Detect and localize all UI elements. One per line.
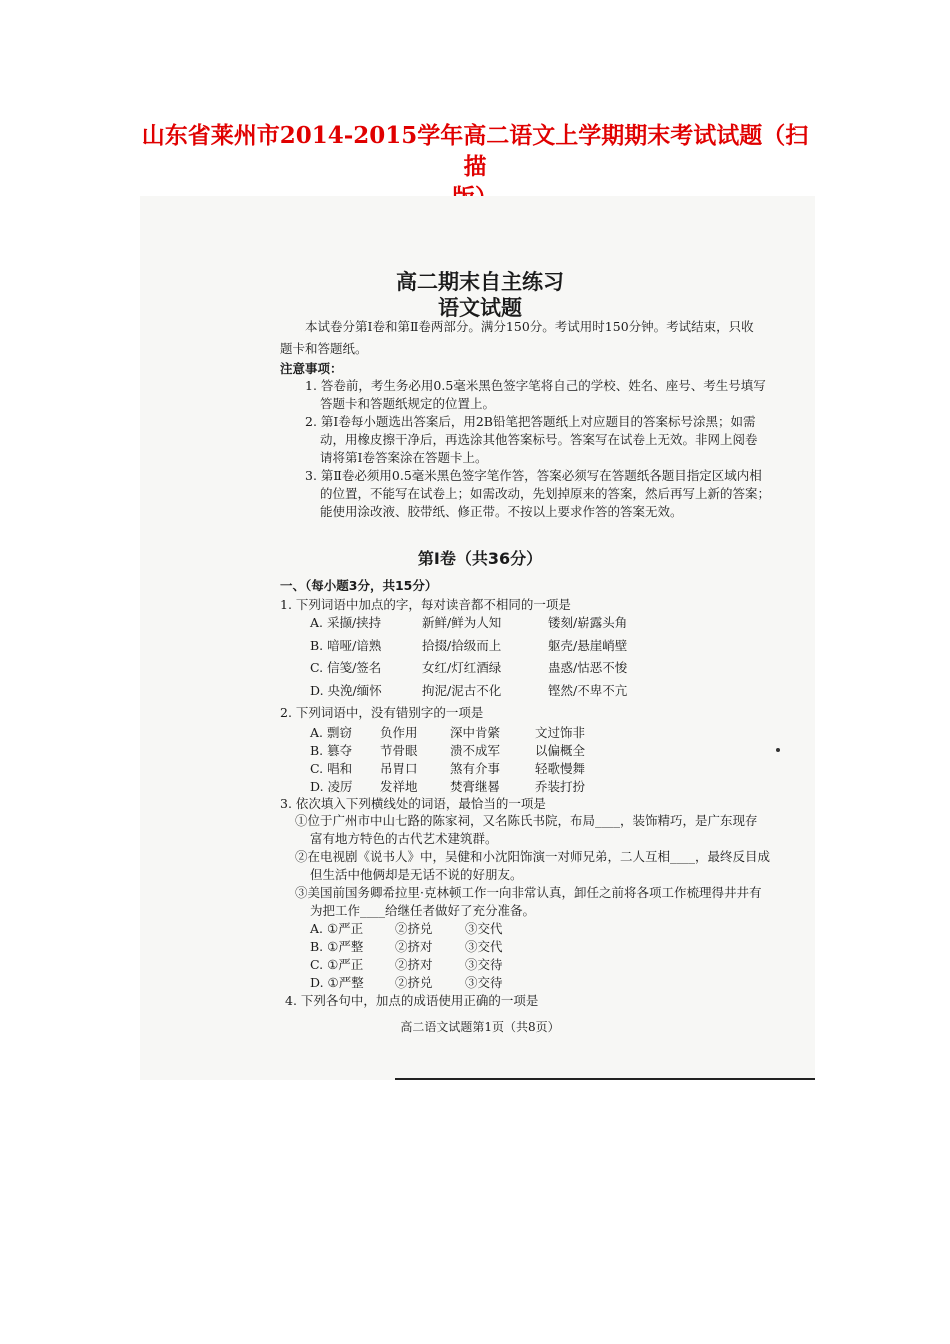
sentence-line: ③美国前国务卿希拉里·克林顿工作一向非常认真，卸任之前将各项工作梳理得井井有 — [295, 885, 762, 900]
sentence-line: 为把工作____给继任者做好了充分准备。 — [310, 903, 536, 918]
option-cell: ②挤对 — [395, 957, 433, 972]
notice-line: 3. 第Ⅱ卷必须用0.5毫米黑色签字笔作答，答案必须写在答题纸各题目指定区域内相 — [305, 468, 762, 483]
option-cell: 深中肯綮 — [450, 725, 501, 740]
option-cell: 躯壳/悬崖峭壁 — [548, 638, 628, 653]
option-cell: D. ①严整 — [310, 975, 364, 990]
scan-edge-line — [395, 1078, 815, 1080]
part-heading: 一、（每小题3分，共15分） — [280, 578, 438, 593]
option-cell: C. 唱和 — [310, 761, 353, 776]
question-stem: 4. 下列各句中，加点的成语使用正确的一项是 — [285, 993, 539, 1008]
option-cell: 镂刻/崭露头角 — [548, 615, 628, 630]
exam-title: 高二期末自主练习 — [396, 270, 564, 294]
option-cell: ②挤对 — [395, 939, 433, 954]
option-cell: A. 采撷/挟持 — [310, 615, 382, 630]
page-footer: 高二语文试题第1页（共8页） — [400, 1020, 560, 1034]
option-cell: ③交待 — [465, 957, 503, 972]
option-cell: ③交代 — [465, 939, 503, 954]
option-cell: 焚膏继晷 — [450, 779, 501, 794]
option-cell: A. 剽窃 — [310, 725, 352, 740]
option-cell: ③交待 — [465, 975, 503, 990]
option-cell: 拾掇/拾级而上 — [422, 638, 502, 653]
option-cell: 节骨眼 — [380, 743, 418, 758]
option-cell: 拘泥/泥古不化 — [422, 683, 502, 698]
option-cell: C. 信笺/签名 — [310, 660, 382, 675]
option-cell: 发祥地 — [380, 779, 418, 794]
notice-line: 的位置，不能写在试卷上；如需改动，先划掉原来的答案，然后再写上新的答案； — [320, 486, 771, 501]
exam-subtitle: 语文试题 — [438, 296, 522, 320]
option-cell: 溃不成军 — [450, 743, 501, 758]
option-cell: 女红/灯红酒绿 — [422, 660, 502, 675]
option-cell: 轻歌慢舞 — [535, 761, 586, 776]
notice-line: 答题卡和答题纸规定的位置上。 — [320, 396, 496, 411]
option-cell: ②挤兑 — [395, 975, 433, 990]
option-cell: 煞有介事 — [450, 761, 501, 776]
question-stem: 1. 下列词语中加点的字，每对读音都不相同的一项是 — [280, 597, 571, 612]
option-cell: B. 喑哑/谙熟 — [310, 638, 382, 653]
notice-line: 2. 第Ⅰ卷每小题选出答案后，用2B铅笔把答题纸上对应题目的答案标号涂黑；如需 — [305, 414, 756, 429]
notice-line: 动，用橡皮擦干净后，再选涂其他答案标号。答案写在试卷上无效。非网上阅卷 — [320, 432, 758, 447]
option-cell: 蛊惑/怙恶不悛 — [548, 660, 628, 675]
option-cell: 文过饰非 — [535, 725, 586, 740]
section-title: 第Ⅰ卷（共36分） — [417, 549, 543, 568]
sentence-line: 富有地方特色的古代艺术建筑群。 — [310, 831, 498, 846]
option-cell: B. ①严整 — [310, 939, 364, 954]
option-cell: 铿然/不卑不亢 — [548, 683, 628, 698]
option-cell: A. ①严正 — [310, 921, 364, 936]
option-cell: 吊胃口 — [380, 761, 418, 776]
sentence-line: 但生活中他俩却是无话不说的好朋友。 — [310, 867, 523, 882]
scan-speck — [776, 748, 780, 752]
option-cell: 以偏概全 — [535, 743, 586, 758]
option-cell: B. 篡夺 — [310, 743, 353, 758]
option-cell: D. 央浼/缅怀 — [310, 683, 382, 698]
option-cell: 乔装打扮 — [535, 779, 586, 794]
notice-line: 能使用涂改液、胶带纸、修正带。不按以上要求作答的答案无效。 — [320, 504, 683, 519]
intro-line: 题卡和答题纸。 — [280, 341, 368, 356]
option-cell: 负作用 — [380, 725, 418, 740]
option-cell: ③交代 — [465, 921, 503, 936]
notice-line: 请将第Ⅰ卷答案涂在答题卡上。 — [320, 450, 488, 465]
option-cell: C. ①严正 — [310, 957, 364, 972]
option-cell: ②挤兑 — [395, 921, 433, 936]
question-stem: 3. 依次填入下列横线处的词语，最恰当的一项是 — [280, 796, 546, 811]
scanned-exam-page — [140, 196, 815, 1080]
notice-heading: 注意事项： — [280, 361, 343, 376]
option-cell: D. 凌厉 — [310, 779, 353, 794]
intro-line: 本试卷分第Ⅰ卷和第Ⅱ卷两部分。满分150分。考试用时150分钟。考试结束，只收 — [305, 319, 754, 334]
sentence-line: ②在电视剧《说书人》中，吴健和小沈阳饰演一对师兄弟，二人互相____，最终反目成 — [295, 849, 771, 864]
sentence-line: ①位于广州市中山七路的陈家祠，又名陈氏书院，布局____，装饰精巧，是广东现存 — [295, 813, 758, 828]
notice-line: 1. 答卷前，考生务必用0.5毫米黑色签字笔将自己的学校、姓名、座号、考生号填写 — [305, 378, 766, 393]
option-cell: 新鲜/鲜为人知 — [422, 615, 502, 630]
question-stem: 2. 下列词语中，没有错别字的一项是 — [280, 705, 484, 720]
document-title-line1: 山东省莱州市2014-2015学年高二语文上学期期末考试试题（扫描 — [141, 122, 809, 180]
